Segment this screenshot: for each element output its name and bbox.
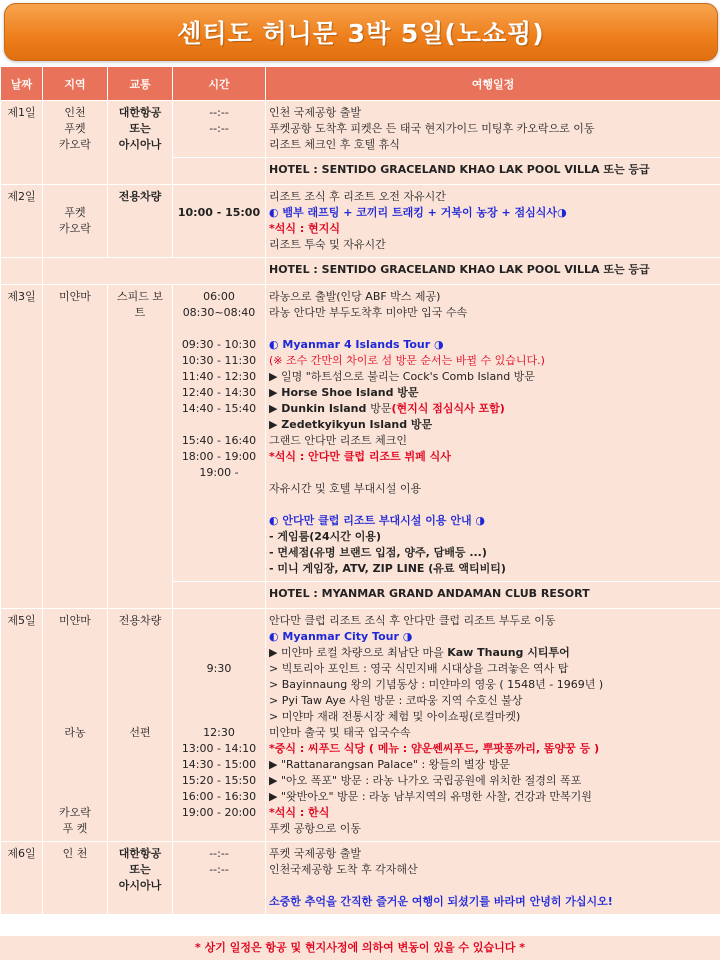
itinerary-table [0,66,720,915]
day3-transport: 스피드 보 트 [108,285,173,609]
day6-transport: 대한항공 또는 아시아나 [108,842,173,915]
header-region: 지역 [43,67,108,101]
day2-schedule: 리조트 조식 후 리조트 오전 자유시간 ◐ 뱀부 래프팅 + 코끼리 트래킹 + 거북이 농장 + 점심식사◑ *석식 : 현지식 리조트 투숙 및 자유시간 [266,185,720,258]
farewell-message: 소중한 추억을 간직한 즐거운 여행이 되셨기를 바라며 안녕히 가십시오! [269,895,613,908]
day2-transport: 전용차량 [108,185,173,258]
day2-region: 푸켓 카오락 [43,185,108,258]
header-day: 날짜 [1,67,43,101]
day3-row [1,285,720,582]
day6-row [1,842,720,915]
day5-row [1,609,720,842]
notice-footer: * 상기 일정은 항공 및 현지사정에 의하여 변동이 있을 수 있습니다 * [0,936,720,960]
day5-schedule: 안다만 클럽 리조트 조식 후 안다만 클럽 리조트 부두로 이동 ◐ Myanmar City Tour ◑ ▶ 미얀마 로컬 차량으로 최남단 마을 Kaw Thaung 시티투어 > 빅토리아 포인트 : 영국 식민지배 시대상을 그려놓은 역사 탑 > Bayinnaung 왕의 기념동상 : 미얀마의 영웅 ( 1548년 - 1969년 ) > Pyi Taw Aye 사원 방문 : 코따웅 지역 수호신 불상 > 미얀마 재래 전통시장 체험 및 아이쇼핑(로컬마켓) 미얀마 출국 및 태국 입국수속 *중식 : 씨푸드 식당 ( 메뉴 : 얌운쎈씨푸드, 뿌팟퐁까리, 똠양꿍 등 ) ▶ "Rattanarangsan Palace" : 왕들의 별장 방문 ▶ "아오 폭포" 방문 : 라농 나가오 국립공원에 위치한 절경의 폭포 ▶ "왓반아오" 방문 : 라농 남부지역의 유명한 사찰, 건강과 만복기원 *석식 : 한식 푸켓 공항으로 이동 [266,609,720,842]
day3-times: 06:00 08:30~08:40 09:30 - 10:30 10:30 - 11:30 11:40 - 12:30 12:40 - 14:30 14:40 - 15:40 15:40 - 16:40 18:00 - 19:00 19:00 - [173,285,266,582]
day1-hotel: HOTEL : SENTIDO GRACELAND KHAO LAK POOL VILLA 또는 등급 [266,158,720,185]
day6-schedule: 푸켓 국제공항 출발 인천국제공항 도착 후 각자해산 소중한 추억을 간직한 즐거운 여행이 되셨기를 바라며 안녕히 가십시오! [266,842,720,915]
day1-row [1,101,720,158]
day2-time: 10:00 - 15:00 [173,185,266,258]
title-banner [4,3,718,61]
day5-times: 9:30 12:30 13:00 - 14:10 14:30 - 15:00 15:20 - 15:50 16:00 - 16:30 19:00 - 20:00 [173,609,266,842]
day1-time: --:-- --:-- [173,101,266,158]
day2-label: 제2일 [1,185,43,258]
day3-label: 제3일 [1,285,43,609]
day6-region: 인 천 [43,842,108,915]
day1-region: 인천 푸켓 카오락 [43,101,108,185]
day1-transport: 대한항공 또는 아시아나 [108,101,173,185]
header-schedule: 여행일정 [266,67,720,101]
day5-region: 미얀마 라농 카오락 푸 켓 [43,609,108,842]
day3-region: 미얀마 [43,285,108,609]
page-title: 센티도 허니문 3박 5일(노쇼핑) [177,19,545,48]
day3-schedule: 라농으로 출발(인당 ABF 박스 제공) 라농 안다만 부두도착후 미야만 입국 수속 ◐ Myanmar 4 Islands Tour ◑ (※ 조수 간만의 차이로 섬 방문 순서는 바뀔 수 있습니다.) ▶ 일명 "하트섬으로 불리는 Cock's Comb Island 방문 ▶ Horse Shoe Island 방문 ▶ Dunkin Island 방문(현지식 점심식사 포함) ▶ Zedetkyikyun Island 방문 그랜드 안다만 리조트 체크인 *석식 : 안다만 클럽 리조트 뷔페 식사 자유시간 및 호텔 부대시설 이용 ◐ 안다만 클럽 리조트 부대시설 이용 안내 ◑ - 게임룸(24시간 이용) - 면세점(유명 브랜드 입점, 양주, 담배등 ...) - 미니 게임장, ATV, ZIP LINE (유료 액티비티) [266,285,720,582]
day5-transport: 전용차량 선편 [108,609,173,842]
day2-hotel-row [1,258,720,285]
day1-label: 제1일 [1,101,43,185]
header-transport: 교통 [108,67,173,101]
day3-hotel: HOTEL : MYANMAR GRAND ANDAMAN CLUB RESORT [266,582,720,609]
day1-schedule: 인천 국제공항 출발 푸켓공항 도착후 피켓은 든 태국 현지가이드 미팅후 카오락으로 이동 리조트 체크인 후 호텔 휴식 [266,101,720,158]
day2-hotel: HOTEL : SENTIDO GRACELAND KHAO LAK POOL VILLA 또는 등급 [266,258,720,285]
day5-label: 제5일 [1,609,43,842]
table-header-row [1,67,720,101]
day2-row [1,185,720,258]
day6-label: 제6일 [1,842,43,915]
header-time: 시간 [173,67,266,101]
day6-time: --:-- --:-- [173,842,266,915]
